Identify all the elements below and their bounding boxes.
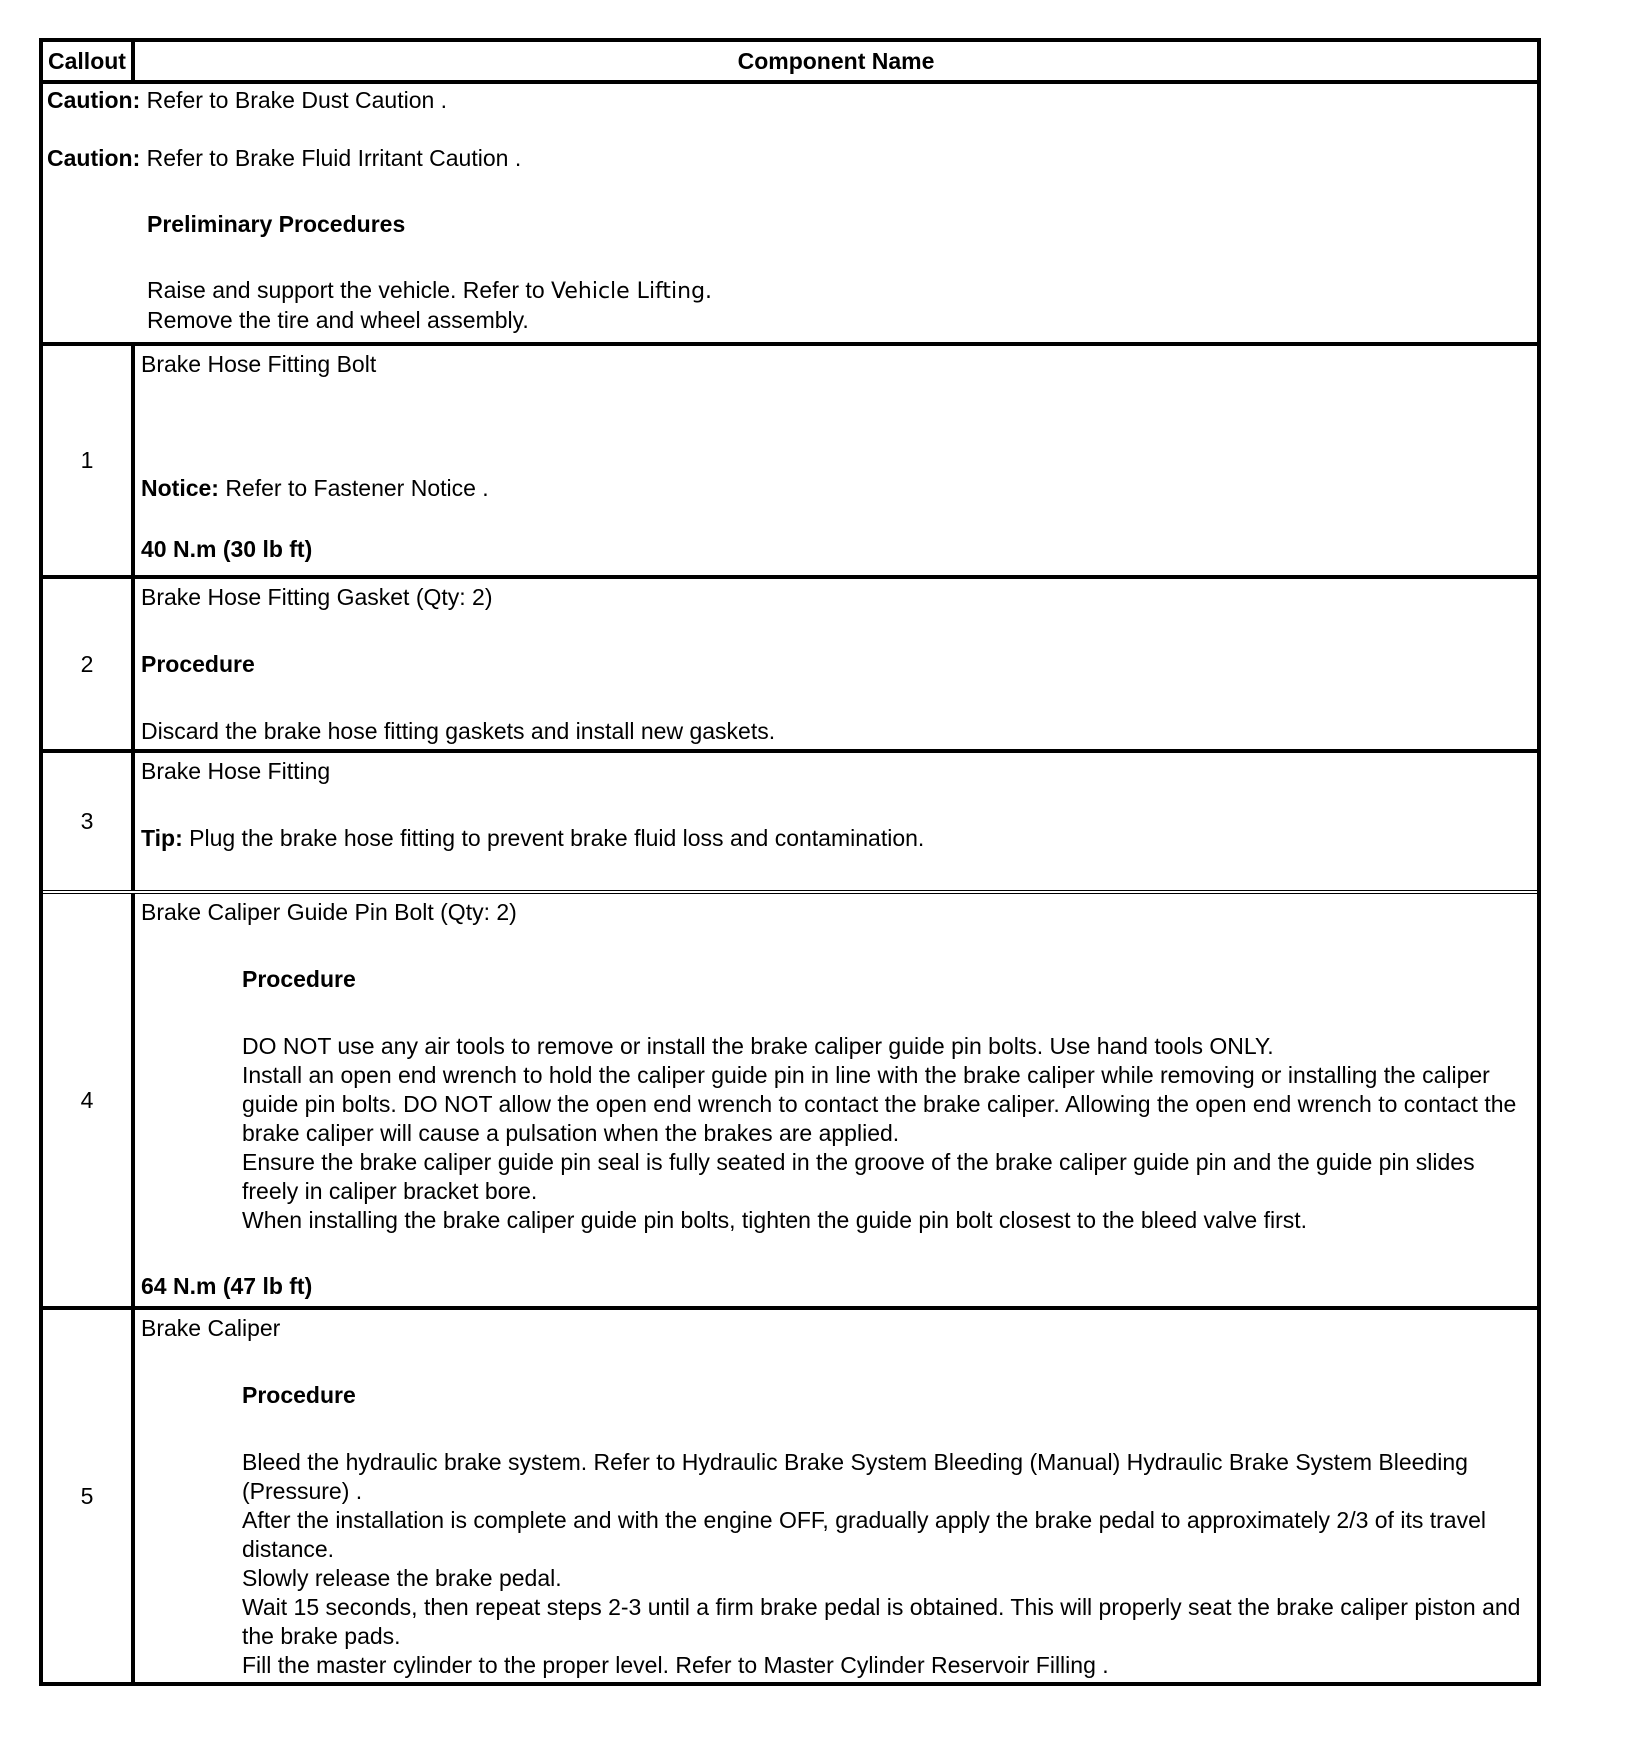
table-row: [43, 342, 1537, 575]
preliminary-title: Preliminary Procedures: [147, 211, 406, 237]
preliminary-content: [43, 84, 1537, 342]
table-row: [43, 575, 1537, 749]
table-row: [43, 1306, 1537, 1682]
procedure-text: Discard the brake hose fitting gaskets and install new gaskets.: [141, 718, 776, 744]
preliminary-row: [43, 80, 1537, 342]
torque-spec: 40 N.m (30 lb ft): [141, 536, 313, 562]
procedure-step: Bleed the hydraulic brake system. Refer to Hydraulic Brake System Bleeding (Manual) Hydraulic Brake System Bleeding (Pressure) .: [242, 1449, 1468, 1504]
procedure-steps: [141, 1448, 1531, 1680]
table-header: [43, 42, 1537, 80]
component-table: [39, 38, 1541, 1686]
caution-1: Caution: Refer to Brake Dust Caution .: [47, 87, 448, 113]
callout-number: 3: [43, 753, 135, 890]
vehicle-lifting-link[interactable]: Vehicle Lifting.: [551, 279, 713, 304]
table-row: [43, 890, 1537, 1306]
procedure-title: Procedure: [242, 1382, 356, 1408]
procedure-step: Ensure the brake caliper guide pin seal is fully seated in the groove of the brake caliper guide pin and the guide pin slides freely in caliper bracket bore.: [242, 1149, 1475, 1204]
component-cell: [135, 1310, 1537, 1682]
callout-number: 5: [43, 1310, 135, 1682]
component-name: Brake Caliper Guide Pin Bolt (Qty: 2): [141, 899, 517, 925]
component-cell: [135, 753, 1537, 890]
procedure-step: Slowly release the brake pedal.: [242, 1565, 562, 1591]
callout-number: 1: [43, 346, 135, 575]
notice: Notice: Refer to Fastener Notice .: [141, 475, 489, 501]
callout-header: Callout: [43, 42, 135, 80]
component-cell: [135, 894, 1537, 1306]
component-name: Brake Hose Fitting Bolt: [141, 351, 377, 377]
component-name: Brake Caliper: [141, 1315, 281, 1341]
procedure-step: After the installation is complete and with the engine OFF, gradually apply the brake pedal to approximately 2/3 of its travel distance.: [242, 1507, 1486, 1562]
component-name: Brake Hose Fitting: [141, 758, 331, 784]
table-row: [43, 749, 1537, 890]
component-name: Brake Hose Fitting Gasket (Qty: 2): [141, 584, 493, 610]
procedure-step: Wait 15 seconds, then repeat steps 2-3 until a firm brake pedal is obtained. This will properly seat the brake caliper piston and the brake pads.: [242, 1594, 1521, 1649]
procedure-step: Fill the master cylinder to the proper level. Refer to Master Cylinder Reservoir Filling .: [242, 1652, 1109, 1678]
component-name-header: Component Name: [737, 47, 935, 74]
preliminary-step-2: Remove the tire and wheel assembly.: [147, 307, 529, 333]
tip: Tip: Plug the brake hose fitting to prevent brake fluid loss and contamination.: [141, 825, 925, 851]
callout-number: 4: [43, 894, 135, 1306]
procedure-step: Install an open end wrench to hold the caliper guide pin in line with the brake caliper while removing or installing the caliper guide pin bolts. DO NOT allow the open end wrench to contact the brake caliper. Allowing the open end wrench to contact the brake caliper will cause a pulsation when the brakes are applied.: [242, 1062, 1517, 1146]
procedure-step: When installing the brake caliper guide pin bolts, tighten the guide pin bolt closest to the bleed valve first.: [242, 1207, 1308, 1233]
caution-2: Caution: Refer to Brake Fluid Irritant Caution .: [47, 145, 522, 171]
procedure-step: DO NOT use any air tools to remove or install the brake caliper guide pin bolts. Use hand tools ONLY.: [242, 1033, 1274, 1059]
procedure-steps: [141, 1032, 1531, 1235]
torque-spec: 64 N.m (47 lb ft): [141, 1273, 313, 1299]
procedure-title: Procedure: [242, 966, 356, 992]
procedure-title: Procedure: [141, 651, 255, 677]
preliminary-step-1: Raise and support the vehicle. Refer to Vehicle Lifting.: [147, 277, 713, 304]
callout-number: 2: [43, 579, 135, 749]
component-cell: [135, 579, 1537, 749]
component-cell: [135, 346, 1537, 575]
